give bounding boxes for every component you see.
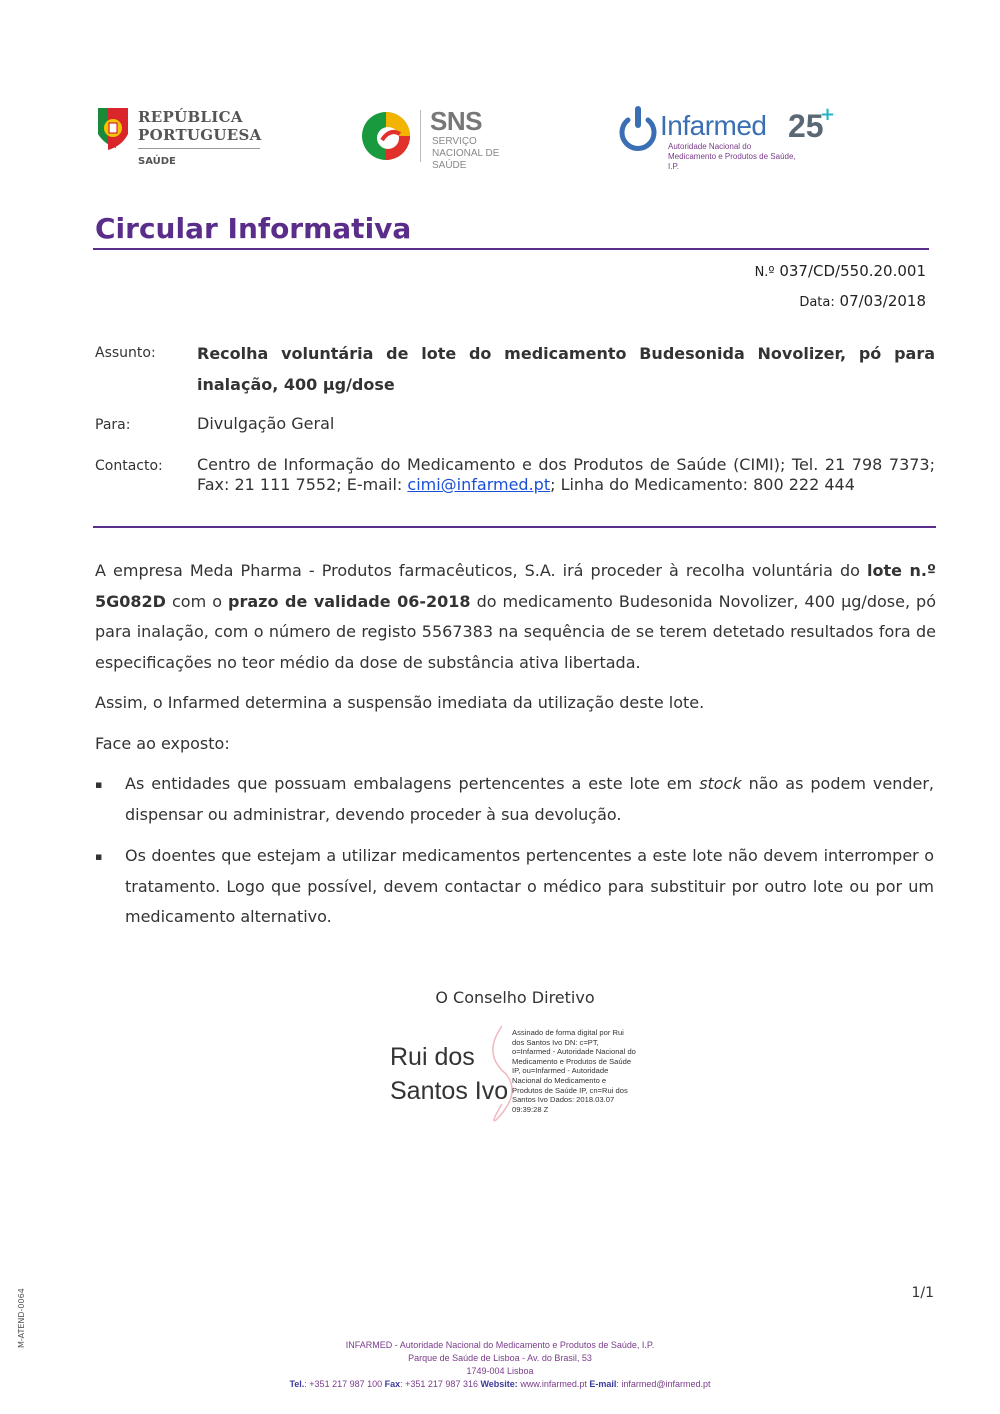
signer-name-line1: Rui dos [390,1043,475,1071]
p1-text-c: do medicamento Budesonida Novolizer, 400 µg/dose, pó para inalação, com o número de registo 5567383 na sequência de se terem detetado resultados fora de especificações no teor médio da dose de substância ativa libertada. [95,591,937,672]
paragraph-recall [95,556,936,678]
title-divider [93,248,929,250]
p1-prazo: prazo de validade 06-2018 [228,591,471,611]
date-value: 07/03/2018 [839,292,926,310]
footer-city: 1749-004 Lisboa [466,1366,534,1376]
sns-title: SNS [430,106,482,136]
email-link[interactable]: : infarmed@infarmed.pt [616,1379,711,1389]
infarmed-wordmark: Infarmed [660,110,767,141]
signature-heading: O Conselho Diretivo [435,988,595,1007]
p1-text-a: A empresa Meda Pharma - Produtos farmacêuticos, S.A. irá proceder à recolha voluntária do [95,561,867,580]
portugal-coat-of-arms-icon [96,104,130,152]
date-label: Data: [799,295,835,310]
infarmed-subtitle: Autoridade Nacional do Medicamento e Produtos de Saúde, I.P. [668,142,796,171]
bullet-entities [125,769,934,830]
document-title: Circular Informativa [95,212,412,245]
signature-details: Assinado de forma digital por Rui dos Santos Ivo DN: c=PT, o=Infarmed - Autoridade Nacional do Medicamento e Produtos de Saúde IP, ou=Infarmed - Autoridade Nacional do Medicamento e Produtos de Saúde IP, cn=Rui dos Santos Ivo Dados: 2018.03.07 09:39:28 Z [512,1028,636,1114]
footer-contacts [0,1379,1000,1389]
website-label: Website: [480,1379,518,1389]
sns-subtitle: SERVIÇO NACIONAL DE SAÚDE [432,136,500,171]
rp-divider [138,148,260,149]
tel-label: Tel. [289,1379,305,1389]
bullet-marker: ▪ [95,778,103,791]
cimi-email-link[interactable]: cimi@infarmed.pt [407,475,551,494]
circular-number [755,262,926,280]
page-number: 1/1 [911,1285,934,1301]
signer-name-line2: Santos Ivo [390,1077,509,1105]
republica-portuguesa-logo [96,104,266,170]
sns-divider [420,110,421,162]
meta-divider [93,526,936,528]
assunto-label: Assunto: [95,345,156,361]
para-label: Para: [95,417,131,433]
circular-date [799,292,926,310]
assunto-value: Recolha voluntária de lote do medicamento Budesonida Novolizer, pó para inalação, 400 µg/dose [197,344,935,394]
signer-name [390,1040,508,1108]
p1-text-b: com o [165,591,229,611]
contacto-text-post: ; Linha do Medicamento: 800 222 444 [550,475,855,494]
fax-label: Fax [384,1379,401,1389]
fax-value: : +351 217 987 316 [400,1379,481,1389]
rp-line1: REPÚBLICA [138,108,243,126]
contacto-label: Contacto: [95,458,163,474]
footer-org: INFARMED - Autoridade Nacional do Medicamento e Produtos de Saúde, I.P. [345,1340,655,1350]
sns-logo [360,106,530,171]
sns-mark-icon [360,110,412,162]
b1-stock: stock [699,774,742,793]
footer-address: Parque de Saúde de Lisboa - Av. do Brasil, 53 [408,1353,592,1363]
form-code: M-ATEND-0064 [17,1288,26,1348]
email-label: E-mail [589,1379,617,1389]
rp-line2: PORTUGUESA [138,126,262,144]
rp-subtitle: SAÚDE [138,156,176,167]
contacto-text-pre: Centro de Informação do Medicamento e dos Produtos de Saúde (CIMI); Tel. 21 798 7373; Fax: 21 111 7552; E-mail: [197,455,935,494]
number-value: 037/CD/550.20.001 [779,262,926,280]
b1-text-b: não as podem vender, dispensar ou administrar, devendo proceder à sua devolução. [125,774,934,824]
p1-lote: lote n.º 5G082D [95,561,937,611]
paragraph-suspension: Assim, o Infarmed determina a suspensão imediata da utilização deste lote. [95,693,705,712]
paragraph-face: Face ao exposto: [95,734,230,753]
infarmed-power-icon [616,102,660,152]
digital-signature [390,1024,650,1124]
contacto-value [197,455,935,495]
infarmed-logo [616,102,846,171]
tel-value: : +351 217 987 100 [304,1379,385,1389]
bullet-patients: Os doentes que estejam a utilizar medicamentos pertencentes a este lote não devem interromper o tratamento. Logo que possível, devem contactar o médico para substituir por outro lote ou por um medicamento alternativo. [125,846,934,926]
infarmed-anniversary: 25 [788,108,824,144]
bullet-marker: ▪ [95,850,103,863]
number-label: N.º [754,265,775,280]
para-value: Divulgação Geral [197,414,335,433]
b1-text-a: As entidades que possuam embalagens pertencentes a este lote em [125,774,700,793]
website-link[interactable]: www.infarmed.pt [517,1379,590,1389]
infarmed-plus: + [820,104,836,125]
